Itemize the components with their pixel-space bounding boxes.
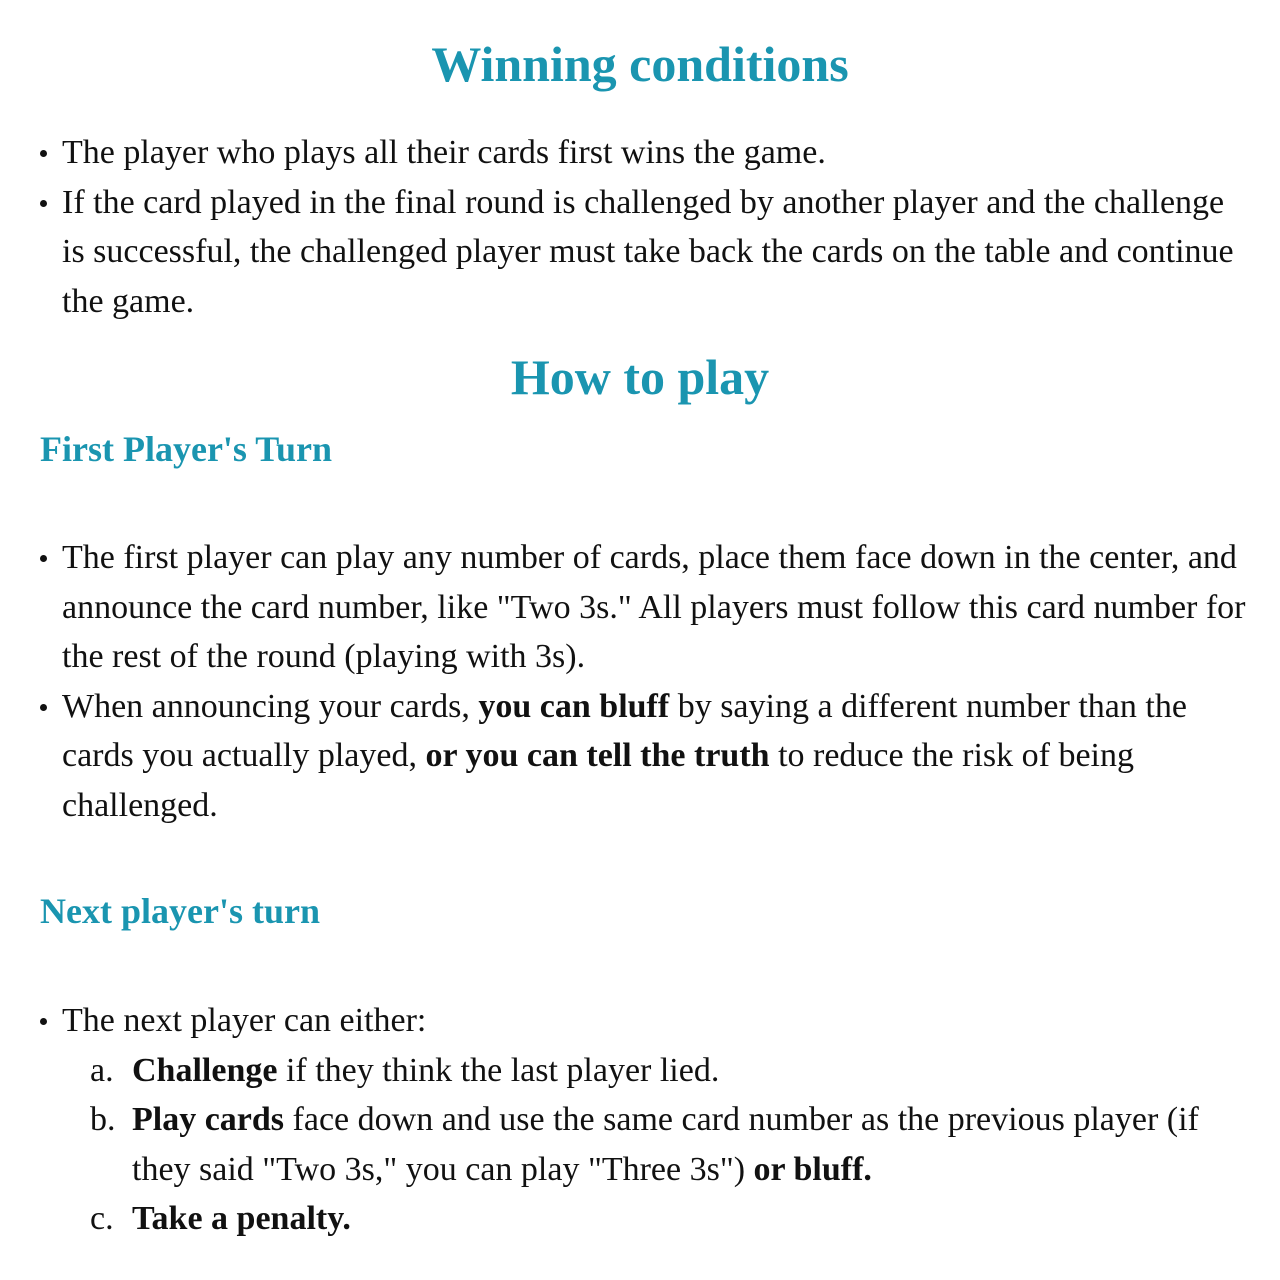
first-player-turn-list xyxy=(62,533,1252,830)
first-player-turn-heading: First Player's Turn xyxy=(40,429,333,469)
text: by saying a different number than the cards you actually played, xyxy=(62,687,1187,774)
list-item: The first player can play any number of cards, place them face down in the center, and announce the card number, like "Two 3s." All players must follow this card number for the rest of the round (playing with 3s). xyxy=(62,533,1252,682)
list-item xyxy=(62,996,1252,1244)
option-item xyxy=(90,1095,1252,1194)
emphasis: Take a penalty. xyxy=(132,1200,351,1237)
list-item: If the card played in the final round is challenged by another player and the challenge is successful, the challenged player must take back the cards on the table and continue the game. xyxy=(62,178,1252,327)
text: face down and use the same card number as the previous player (if they said "Two 3s," you can play "Three 3s") xyxy=(132,1101,1199,1188)
text: When announcing your cards, xyxy=(62,687,479,725)
text: if they think the last player lied. xyxy=(277,1051,720,1089)
options-list xyxy=(62,1046,1252,1244)
list-marker: c. xyxy=(90,1200,114,1237)
list-marker: b. xyxy=(90,1101,116,1138)
emphasis: you can bluff xyxy=(478,687,670,725)
option-item xyxy=(90,1194,1252,1244)
text: The next player can either: xyxy=(62,1002,427,1039)
list-item: The player who plays all their cards first wins the game. xyxy=(62,128,1252,178)
next-player-turn-heading: Next player's turn xyxy=(40,891,320,931)
winning-conditions-list xyxy=(62,128,1252,326)
list-item xyxy=(62,682,1252,831)
next-player-turn-list xyxy=(62,996,1252,1244)
emphasis: or bluff. xyxy=(753,1150,872,1188)
emphasis: or you can tell the truth xyxy=(425,737,770,774)
option-item xyxy=(90,1046,1252,1096)
list-marker: a. xyxy=(90,1051,114,1089)
text: to reduce the risk of being challenged. xyxy=(62,737,1134,824)
winning-conditions-title: Winning conditions xyxy=(431,36,849,92)
emphasis: Play cards xyxy=(132,1101,285,1138)
emphasis: Challenge xyxy=(132,1051,278,1089)
how-to-play-title: How to play xyxy=(510,349,770,405)
